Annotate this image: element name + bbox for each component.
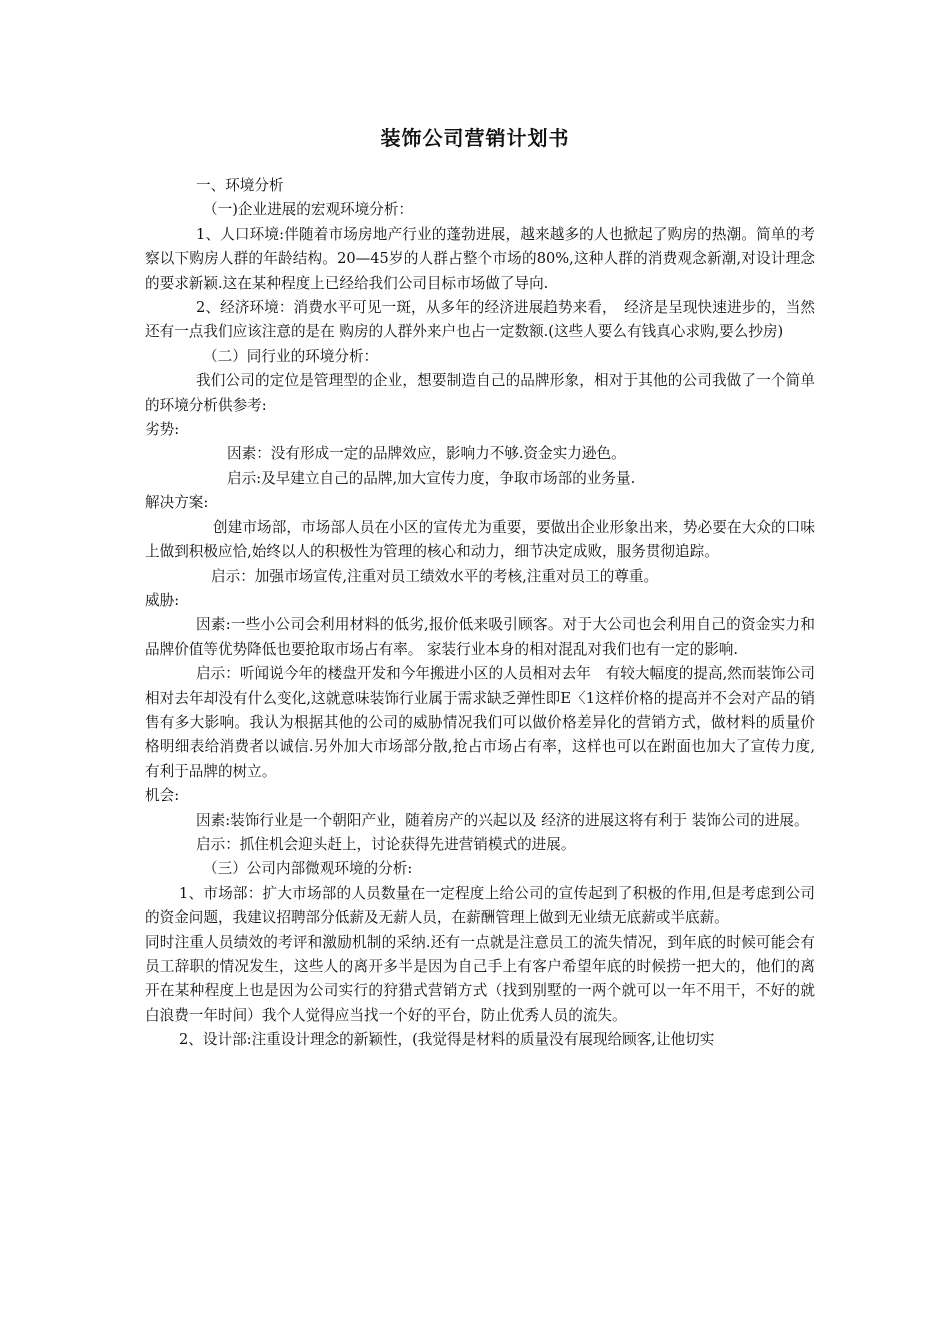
paragraph: 因素:一些小公司会利用材料的低劣,报价低来吸引顾客。对于大公司也会利用自己的资金实力和品牌价值等优势降低也要抢取市场占有率。 家装行业本身的相对混乱对我们也有一定的影响. xyxy=(145,616,815,658)
paragraph: 威胁: xyxy=(145,591,180,609)
paragraph: 启示：抓住机会迎头赶上，讨论获得先进营销模式的进展。 xyxy=(196,835,576,853)
paragraph: 启示:及早建立自己的品牌,加大宣传力度，争取市场部的业务量. xyxy=(227,469,636,487)
paragraph: 因素：没有形成一定的品牌效应，影响力不够.资金实力逊色。 xyxy=(227,445,626,463)
paragraph: 因素:装饰行业是一个朝阳产业，随着房产的兴起以及 经济的进展这将有利于 装饰公司的进展。 xyxy=(196,811,809,829)
paragraph: 2、设计部:注重设计理念的新颖性，(我觉得是材料的质量没有展现给顾客,让他切实 xyxy=(179,1031,715,1049)
paragraph: （三）公司内部微观环境的分析: xyxy=(203,860,413,878)
paragraph: （二）同行业的环境分析： xyxy=(203,347,379,365)
paragraph: （一)企业进展的宏观环境分析： xyxy=(203,201,414,219)
document-title: 装饰公司营销计划书 xyxy=(380,126,570,150)
paragraph: 劣势: xyxy=(145,421,180,439)
paragraph: 我们公司的定位是管理型的企业，想要制造自己的品牌形象，相对于其他的公司我做了一个简单的环境分析供参考: xyxy=(145,372,815,414)
paragraph: 2、经济环境：消费水平可见一斑，从多年的经济进展趋势来看， 经济是呈现快速进步的，当然还有一点我们应该注意的是在 购房的人群外来户也占一定数额.(这些人要么有钱真心求购,要么抄房) xyxy=(145,299,815,341)
paragraph: 1、人口环境:伴随着市场房地产行业的蓬勃进展，越来越多的人也掀起了购房的热潮。简单的考察以下购房人群的年龄结构。20—45岁的人群占整个市场的80%,这种人群的消费观念新潮,对设计理念的要求新颖.这在某种程度上已经给我们公司目标市场做了导向. xyxy=(145,225,815,292)
paragraph: 创建市场部，市场部人员在小区的宣传尤为重要，要做出企业形象出来，势必要在大众的口味上做到积极应恰,始终以人的积极性为管理的核心和动力，细节决定成败，服务贯彻追踪。 xyxy=(145,518,815,561)
paragraph: 一、环境分析 xyxy=(196,177,284,194)
document-body xyxy=(145,174,815,1053)
paragraph: 解决方案: xyxy=(145,494,209,512)
paragraph: 启示：加强市场宣传,注重对员工绩效水平的考核,注重对员工的尊重。 xyxy=(211,567,659,585)
paragraph: 同时注重人员绩效的考评和激励机制的采纳.还有一点就是注意员工的流失情况，到年底的时候可能会有员工辞职的情况发生，这些人的离开多半是因为自己手上有客户希望年底的时候捞一把大的，他们的离开在某种程度上也是因为公司实行的狩猎式营销方式（找到别墅的一两个就可以一年不用干，不好的就白浪费一年时间）我个人觉得应当找一个好的平台，防止优秀人员的流失。 xyxy=(145,933,815,1024)
paragraph: 1、市场部：扩大市场部的人员数量在一定程度上给公司的宣传起到了积极的作用,但是考虑到公司的资金问题，我建议招聘部分低薪及无薪人员，在薪酬管理上做到无业绩无底薪或半底薪。 xyxy=(145,884,815,927)
paragraph: 机会: xyxy=(145,787,180,805)
paragraph: 启示：听闻说今年的楼盘开发和今年搬进小区的人员相对去年 有较大幅度的提高,然而装饰公司相对去年却没有什么变化,这就意味装饰行业属于需求缺乏弹性即E〈1这样价格的提高并不会对产品的销售有多大影响。我认为根据其他的公司的威胁情况我们可以做价格差异化的营销方式，做材料的质量价格明细表给消费者以诚信.另外加大市场部分散,抢占市场占有率，这样也可以在跗面也加大了宣传力度,有利于品牌的树立。 xyxy=(145,665,815,780)
